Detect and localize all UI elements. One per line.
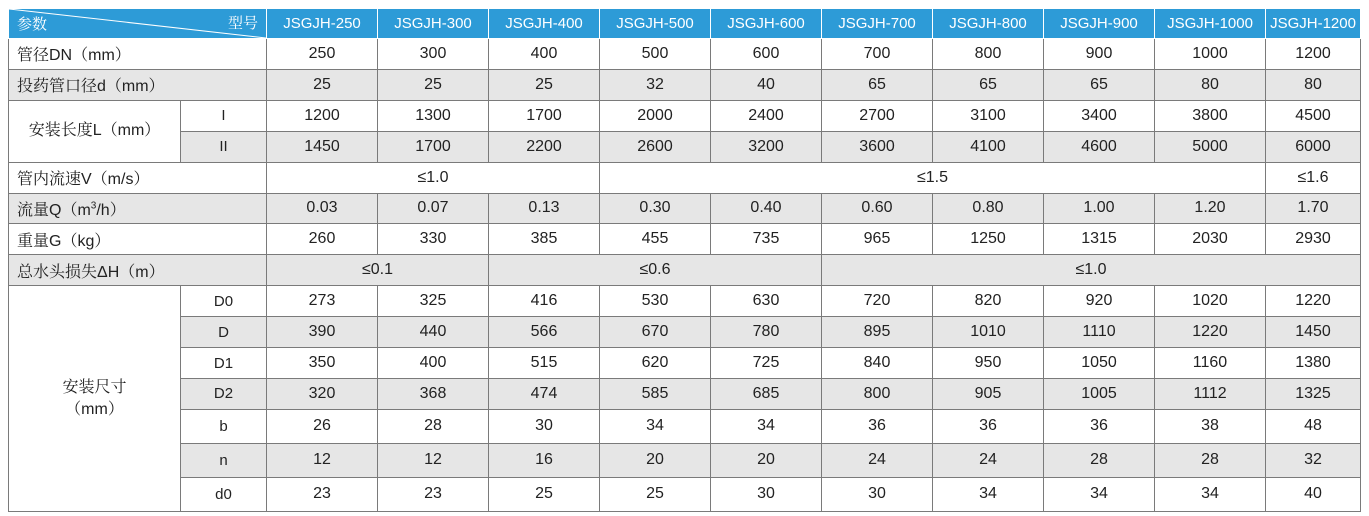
cell: 585 (600, 378, 711, 409)
row-label (9, 286, 181, 512)
cell: 26 (267, 409, 378, 443)
cell: 38 (1155, 409, 1266, 443)
cell: 36 (1044, 409, 1155, 443)
cell: 530 (600, 286, 711, 317)
cell: 900 (1044, 39, 1155, 70)
label-text: （mm） (65, 400, 124, 418)
cell: 630 (711, 286, 822, 317)
spec-table (8, 8, 1361, 512)
cell: ≤1.0 (267, 162, 600, 193)
cell: 36 (822, 409, 933, 443)
row-install-n (9, 443, 1361, 477)
cell: 1050 (1044, 348, 1155, 379)
cell: 368 (378, 378, 489, 409)
cell: 65 (933, 69, 1044, 100)
cell: 34 (933, 477, 1044, 511)
cell: 330 (378, 224, 489, 255)
cell: 80 (1266, 69, 1361, 100)
cell: 25 (600, 477, 711, 511)
cell: 800 (933, 39, 1044, 70)
cell: 400 (489, 39, 600, 70)
cell: 32 (600, 69, 711, 100)
cell: 28 (378, 409, 489, 443)
cell: ≤1.0 (822, 255, 1361, 286)
cell: 700 (822, 39, 933, 70)
cell: 65 (1044, 69, 1155, 100)
row-label: 管径DN（mm） (9, 39, 267, 70)
label-text: 安装尺寸 (62, 378, 127, 396)
cell: 4100 (933, 131, 1044, 162)
cell: 65 (822, 69, 933, 100)
cell: 20 (600, 443, 711, 477)
sub-label: D (181, 317, 267, 348)
cell: 23 (378, 477, 489, 511)
cell: 12 (378, 443, 489, 477)
cell: 30 (822, 477, 933, 511)
cell: 620 (600, 348, 711, 379)
row-headloss (9, 255, 1361, 286)
model-header: JSGJH-400 (489, 9, 600, 39)
cell: 440 (378, 317, 489, 348)
model-header: JSGJH-500 (600, 9, 711, 39)
row-dose (9, 69, 1361, 100)
cell: 32 (1266, 443, 1361, 477)
cell: 1.00 (1044, 193, 1155, 224)
row-label: 投药管口径d（mm） (9, 69, 267, 100)
cell: 1160 (1155, 348, 1266, 379)
cell: ≤0.6 (489, 255, 822, 286)
cell: 2200 (489, 131, 600, 162)
row-length-2 (9, 131, 1361, 162)
cell: 0.80 (933, 193, 1044, 224)
cell: 1005 (1044, 378, 1155, 409)
cell: 474 (489, 378, 600, 409)
cell: 685 (711, 378, 822, 409)
cell: 40 (711, 69, 822, 100)
cell: 2030 (1155, 224, 1266, 255)
label-text: 流量Q（m (17, 201, 91, 219)
sub-label: d0 (181, 477, 267, 511)
model-header: JSGJH-700 (822, 9, 933, 39)
cell: 40 (1266, 477, 1361, 511)
cell: 4600 (1044, 131, 1155, 162)
cell: 735 (711, 224, 822, 255)
sub-label: b (181, 409, 267, 443)
cell: 250 (267, 39, 378, 70)
cell: 28 (1155, 443, 1266, 477)
row-install-d0-small (9, 477, 1361, 511)
cell: 1000 (1155, 39, 1266, 70)
cell: 1700 (378, 131, 489, 162)
model-header: JSGJH-1200 (1266, 9, 1361, 39)
row-install-d1 (9, 348, 1361, 379)
cell: 325 (378, 286, 489, 317)
param-label: 参数 (17, 16, 48, 33)
cell: 12 (267, 443, 378, 477)
cell: 34 (1155, 477, 1266, 511)
cell: 385 (489, 224, 600, 255)
model-header: JSGJH-250 (267, 9, 378, 39)
cell: 36 (933, 409, 1044, 443)
row-length-1 (9, 100, 1361, 131)
cell: 30 (489, 409, 600, 443)
cell: 1325 (1266, 378, 1361, 409)
cell: 16 (489, 443, 600, 477)
cell: 0.03 (267, 193, 378, 224)
model-header: JSGJH-300 (378, 9, 489, 39)
cell: 80 (1155, 69, 1266, 100)
cell: 20 (711, 443, 822, 477)
row-install-b (9, 409, 1361, 443)
cell: 1450 (1266, 317, 1361, 348)
cell: 3400 (1044, 100, 1155, 131)
cell: 1220 (1266, 286, 1361, 317)
cell: 2700 (822, 100, 933, 131)
cell: 400 (378, 348, 489, 379)
corner-header (9, 9, 267, 39)
cell: 416 (489, 286, 600, 317)
model-header: JSGJH-600 (711, 9, 822, 39)
cell: 600 (711, 39, 822, 70)
cell: 1010 (933, 317, 1044, 348)
cell: 670 (600, 317, 711, 348)
cell: 800 (822, 378, 933, 409)
cell: 0.30 (600, 193, 711, 224)
cell: 2400 (711, 100, 822, 131)
cell: 1.70 (1266, 193, 1361, 224)
cell: 1300 (378, 100, 489, 131)
cell: ≤1.6 (1266, 162, 1361, 193)
cell: 1380 (1266, 348, 1361, 379)
sub-label: D1 (181, 348, 267, 379)
sub-label: D0 (181, 286, 267, 317)
row-install-d (9, 317, 1361, 348)
header-row (9, 9, 1361, 39)
cell: 0.07 (378, 193, 489, 224)
cell: 725 (711, 348, 822, 379)
cell: 2600 (600, 131, 711, 162)
cell: 920 (1044, 286, 1155, 317)
row-install-d0 (9, 286, 1361, 317)
cell: 5000 (1155, 131, 1266, 162)
cell: 273 (267, 286, 378, 317)
cell: 0.60 (822, 193, 933, 224)
cell: 25 (489, 477, 600, 511)
cell: 895 (822, 317, 933, 348)
cell: 3800 (1155, 100, 1266, 131)
cell: 0.40 (711, 193, 822, 224)
sub-label: D2 (181, 378, 267, 409)
cell: 1315 (1044, 224, 1155, 255)
cell: 25 (378, 69, 489, 100)
cell: 515 (489, 348, 600, 379)
cell: 320 (267, 378, 378, 409)
cell: 3100 (933, 100, 1044, 131)
cell: 28 (1044, 443, 1155, 477)
cell: 25 (267, 69, 378, 100)
cell: 1450 (267, 131, 378, 162)
cell: 300 (378, 39, 489, 70)
cell: ≤0.1 (267, 255, 489, 286)
cell: 25 (489, 69, 600, 100)
cell: 48 (1266, 409, 1361, 443)
cell: 23 (267, 477, 378, 511)
cell: ≤1.5 (600, 162, 1266, 193)
row-dn (9, 39, 1361, 70)
row-label: 管内流速V（m/s） (9, 162, 267, 193)
row-label: 安装长度L（mm） (9, 100, 181, 162)
cell: 780 (711, 317, 822, 348)
cell: 30 (711, 477, 822, 511)
row-label: 总水头损失ΔH（m） (9, 255, 267, 286)
cell: 3200 (711, 131, 822, 162)
cell: 3600 (822, 131, 933, 162)
cell: 1.20 (1155, 193, 1266, 224)
cell: 2930 (1266, 224, 1361, 255)
sub-label: II (181, 131, 267, 162)
cell: 24 (822, 443, 933, 477)
cell: 1200 (1266, 39, 1361, 70)
cell: 0.13 (489, 193, 600, 224)
cell: 1112 (1155, 378, 1266, 409)
cell: 350 (267, 348, 378, 379)
sub-label: n (181, 443, 267, 477)
row-velocity (9, 162, 1361, 193)
cell: 566 (489, 317, 600, 348)
superscript: 3 (90, 200, 97, 212)
row-label (9, 193, 267, 224)
cell: 2000 (600, 100, 711, 131)
row-flow (9, 193, 1361, 224)
cell: 840 (822, 348, 933, 379)
cell: 1200 (267, 100, 378, 131)
cell: 1220 (1155, 317, 1266, 348)
sub-label: I (181, 100, 267, 131)
label-text: /h） (96, 201, 126, 219)
model-header: JSGJH-900 (1044, 9, 1155, 39)
cell: 390 (267, 317, 378, 348)
model-header: JSGJH-800 (933, 9, 1044, 39)
row-install-d2 (9, 378, 1361, 409)
cell: 24 (933, 443, 1044, 477)
cell: 6000 (1266, 131, 1361, 162)
model-label: 型号 (227, 15, 258, 32)
cell: 4500 (1266, 100, 1361, 131)
cell: 34 (1044, 477, 1155, 511)
cell: 1110 (1044, 317, 1155, 348)
cell: 260 (267, 224, 378, 255)
row-label: 重量G（kg） (9, 224, 267, 255)
cell: 720 (822, 286, 933, 317)
cell: 1250 (933, 224, 1044, 255)
cell: 1700 (489, 100, 600, 131)
cell: 34 (711, 409, 822, 443)
cell: 965 (822, 224, 933, 255)
cell: 34 (600, 409, 711, 443)
cell: 905 (933, 378, 1044, 409)
cell: 455 (600, 224, 711, 255)
cell: 820 (933, 286, 1044, 317)
cell: 1020 (1155, 286, 1266, 317)
cell: 950 (933, 348, 1044, 379)
model-header: JSGJH-1000 (1155, 9, 1266, 39)
row-weight (9, 224, 1361, 255)
cell: 500 (600, 39, 711, 70)
